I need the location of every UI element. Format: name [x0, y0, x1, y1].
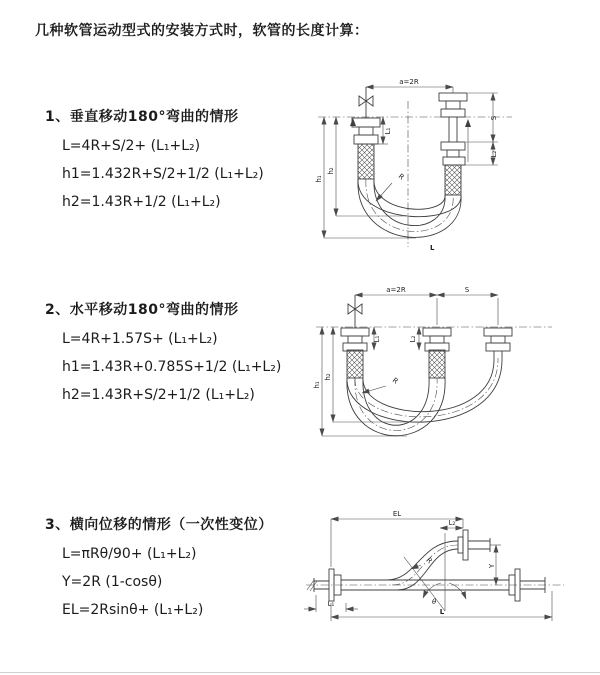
radius-arrow: [411, 565, 421, 569]
dim-label-l1: L₁: [373, 335, 381, 343]
formula-h2: h2=1.43R+1/2 (L₁+L₂): [62, 194, 221, 210]
dim-label-s: S: [490, 115, 498, 121]
dim-label-l1: L₁: [384, 127, 392, 135]
formula-h2: h2=1.43R+S/2+1/2 (L₁+L₂): [62, 387, 255, 403]
dim-label-span: a=2R: [399, 78, 419, 86]
angle-label: θ: [432, 598, 437, 606]
length-label: L: [430, 244, 435, 252]
right-fitting-lower: [441, 142, 465, 195]
radius-arrow: [376, 183, 392, 201]
braided-hose-section: [358, 144, 374, 179]
dim-label-y: Y: [488, 563, 496, 569]
right-fitting-upper: [439, 93, 467, 117]
formula-L: L=4R+S/2+ (L₁+L₂): [62, 138, 201, 154]
movement-arrow-icon: [465, 119, 471, 127]
left-fitting: [341, 328, 369, 378]
section-2-heading: 2、水平移动180°弯曲的情形: [45, 302, 239, 318]
radius-label: R: [390, 376, 400, 386]
dim-label-span: a=2R: [386, 286, 406, 294]
braided-hose-section: [445, 165, 461, 195]
dim-label-l1: L₁: [327, 600, 335, 608]
dim-ext: [324, 216, 416, 238]
formula-L: L=πRθ/90+ (L₁+L₂): [62, 546, 197, 562]
diagram-horizontal-bend: [312, 285, 562, 464]
dim-label-s: S: [464, 286, 470, 294]
section-3-heading: 3、横向位移的情形（一次性变位）: [45, 517, 273, 533]
right-pipe: [449, 117, 457, 142]
right-flange-upper: [458, 530, 490, 560]
dim-label-h1: h₁: [315, 175, 323, 183]
formula-Y: Y=2R (1-cosθ): [62, 574, 163, 590]
radius-label: R: [424, 556, 434, 566]
dim-label-l2: L₂: [490, 150, 498, 158]
page-title: 几种软管运动型式的安装方式时，软管的长度计算：: [35, 23, 369, 39]
angle-arc: [449, 583, 466, 599]
dim-ext: [437, 298, 498, 325]
formula-L: L=4R+1.57S+ (L₁+L₂): [62, 331, 218, 347]
dim-label-el: EL: [392, 510, 402, 518]
dim-label-l: L: [439, 608, 445, 616]
hose-curves-close: [347, 378, 445, 436]
formula-h1: h1=1.43R+0.785S+1/2 (L₁+L₂): [62, 359, 282, 375]
dim-label-h1: h₁: [313, 381, 321, 389]
movement-arrow-icon: [350, 118, 356, 126]
braided-hose-section: [347, 350, 363, 378]
dim-label-h2: h₂: [327, 167, 335, 175]
section-horizontal-movement: [45, 299, 281, 409]
middle-fitting: [423, 328, 451, 378]
left-fitting: [352, 118, 380, 179]
page-bottom-edge: [0, 672, 600, 673]
section-vertical-movement: [45, 106, 264, 216]
hose-s-curve: [387, 541, 458, 590]
section-lateral-displacement: [45, 514, 273, 624]
diagram-vertical-bend: [312, 75, 577, 259]
diagram-lateral-displacement: [302, 505, 597, 644]
section-1-heading: 1、垂直移动180°弯曲的情形: [45, 109, 239, 125]
angle-diagonal-line: [404, 557, 445, 611]
radius-label: R: [396, 172, 406, 182]
dim-label-h2: h₂: [324, 373, 332, 381]
dim-label-l2: L₂: [448, 519, 456, 527]
right-fitting-moved: [484, 328, 512, 358]
dim-label-l2: L₂: [409, 335, 417, 343]
braided-hose-section: [429, 350, 445, 378]
formula-h1: h1=1.432R+S/2+1/2 (L₁+L₂): [62, 166, 264, 182]
hose-curves-moved: [347, 358, 502, 422]
formula-EL: EL=2Rsinθ+ (L₁+L₂): [62, 602, 204, 618]
